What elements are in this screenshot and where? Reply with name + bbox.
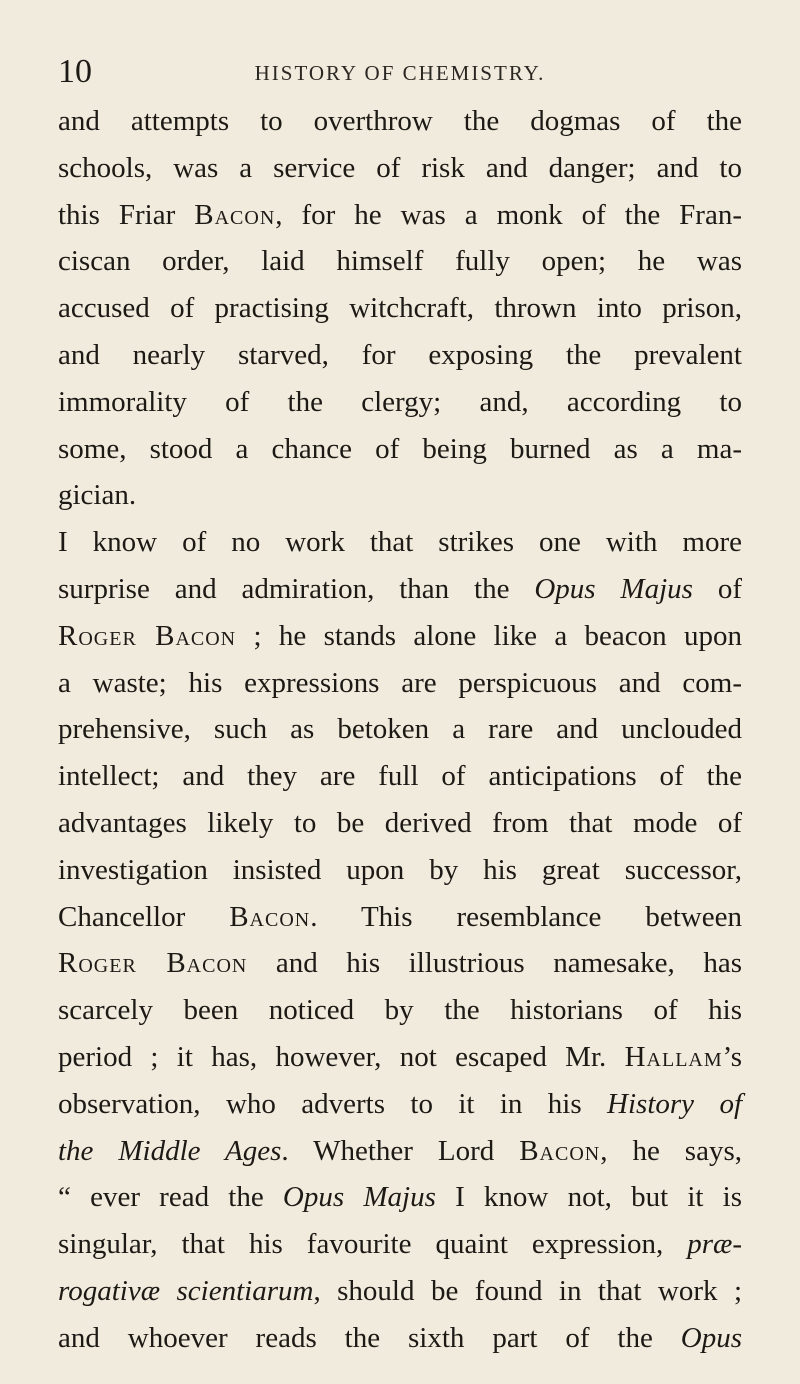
title-middle-ages: the Middle Ages bbox=[58, 1134, 282, 1167]
text-line: Chancellor Bacon. This resemblance between bbox=[58, 900, 742, 933]
text-line: and attempts to overthrow the dogmas of the bbox=[58, 105, 742, 137]
text-line: Roger Bacon and his illustrious namesake, has bbox=[58, 947, 742, 980]
body-text bbox=[58, 98, 742, 1362]
title-opus: Opus bbox=[680, 1321, 742, 1354]
text-line: period ; it has, however, not escaped Mr. Hallam’s bbox=[58, 1040, 742, 1073]
text-line: a waste; his expressions are perspicuous and com- bbox=[58, 666, 742, 699]
name-roger-bacon: Roger Bacon bbox=[58, 947, 248, 980]
page-number: 10 bbox=[58, 53, 92, 90]
text-line: and whoever reads the sixth part of the Opus bbox=[58, 1321, 742, 1354]
text-line: ciscan order, laid himself fully open; he was bbox=[58, 245, 742, 278]
text-line: gician. bbox=[58, 479, 137, 512]
text-line: immorality of the clergy; and, according to bbox=[58, 385, 742, 418]
text-line: prehensive, such as betoken a rare and unclouded bbox=[58, 713, 742, 746]
latin-phrase: rogativæ scientiarum bbox=[58, 1274, 314, 1307]
text-line: Roger Bacon ; he stands alone like a beacon upon bbox=[58, 619, 742, 652]
name-roger-bacon: Roger Bacon bbox=[58, 619, 237, 652]
text-line: some, stood a chance of being burned as a ma- bbox=[58, 432, 742, 465]
name-bacon: Bacon bbox=[519, 1134, 601, 1167]
title-history: History of bbox=[607, 1087, 742, 1120]
page-header bbox=[58, 52, 742, 92]
text-line: observation, who adverts to it in his History of bbox=[58, 1087, 742, 1120]
text-line: and nearly starved, for exposing the prevalent bbox=[58, 338, 742, 371]
name-bacon: Bacon bbox=[229, 900, 311, 933]
title-opus-majus: Opus Majus bbox=[534, 572, 693, 605]
text-line: the Middle Ages. Whether Lord Bacon, he says, bbox=[58, 1134, 742, 1167]
text-line: advantages likely to be derived from that mode of bbox=[58, 806, 742, 839]
text-line: singular, that his favourite quaint expression, præ- bbox=[58, 1228, 742, 1261]
text-line: “ ever read the Opus Majus I know not, but it is bbox=[58, 1181, 742, 1214]
text-line: this Friar Bacon, for he was a monk of the Fran- bbox=[58, 198, 742, 231]
running-head: HISTORY OF CHEMISTRY. bbox=[254, 61, 546, 85]
name-bacon: Bacon bbox=[194, 198, 276, 231]
text-line: scarcely been noticed by the historians of his bbox=[58, 994, 742, 1027]
name-hallam: Hallam bbox=[624, 1040, 723, 1073]
text-line: surprise and admiration, than the Opus Majus of bbox=[58, 572, 742, 605]
paragraph-start-line: I know of no work that strikes one with more bbox=[58, 526, 742, 559]
text-line: rogativæ scientiarum, should be found in that work ; bbox=[58, 1274, 742, 1307]
title-opus-majus: Opus Majus bbox=[282, 1181, 436, 1214]
text-line: investigation insisted upon by his great successor, bbox=[58, 853, 742, 886]
text-line: schools, was a service of risk and danger; and to bbox=[58, 151, 742, 184]
text-line: intellect; and they are full of anticipations of the bbox=[58, 760, 742, 793]
text-line: accused of practising witchcraft, thrown into prison, bbox=[58, 292, 742, 325]
latin-phrase: præ- bbox=[687, 1228, 742, 1261]
